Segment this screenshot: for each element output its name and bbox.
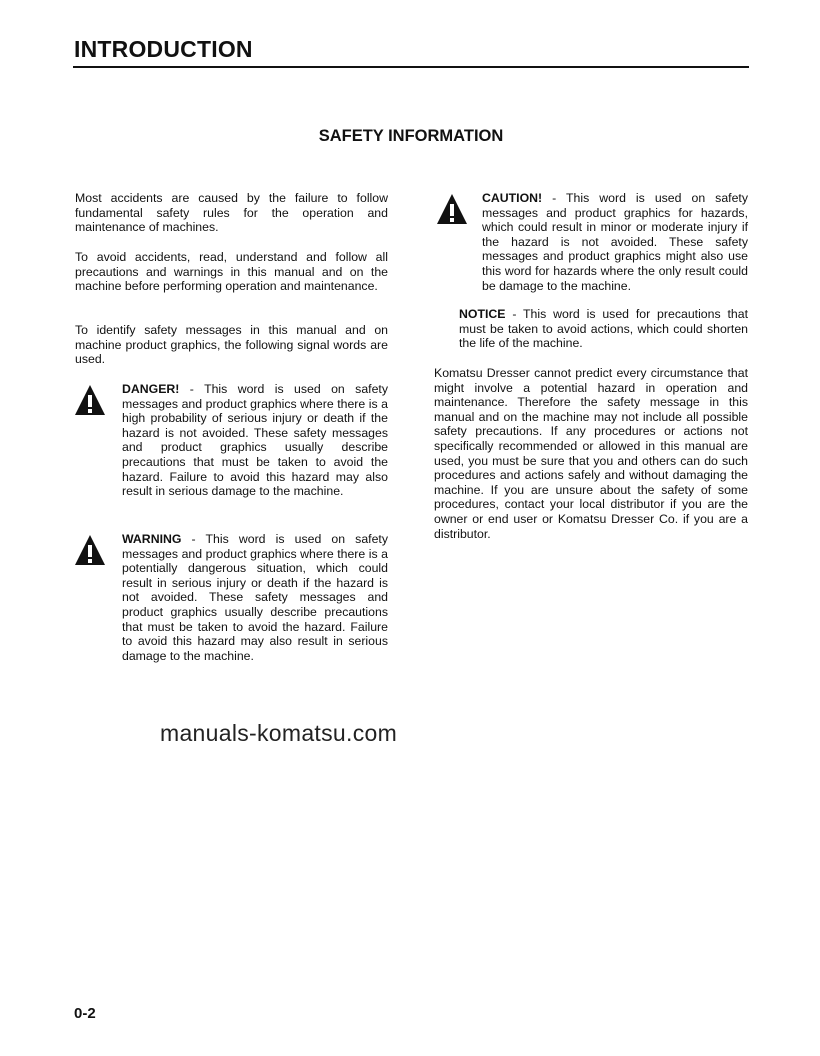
warning-triangle-icon (74, 534, 106, 566)
caution-definition: CAUTION! - This word is used on safety messages and product graphics for hazards, which could result in minor or moderate injury if the hazard is not avoided. These safety messages and product graphics might also use this word for hazards where the only result could be damage to the machine. (482, 191, 748, 293)
warning-triangle-icon (436, 193, 468, 225)
disclaimer-paragraph: Komatsu Dresser cannot predict every circumstance that might involve a potential hazard in operation and maintenance. Therefore the safety message in this manual and on the machine may not include all possible safety precautions. If any procedures or actions not specifically recommended or allowed in this manual are used, you must be sure that you and others can do such procedures and actions safely and without damaging the machine. If you are unsure about the safety of some procedures, contact your local distributor if you are the owner or end user or Komatsu Dresser Co. if you are a distributor. (434, 366, 748, 541)
watermark: manuals-komatsu.com (160, 720, 398, 746)
intro-paragraph-2: To avoid accidents, read, understand and follow all precautions and warnings in this manual and on the machine before performing operation and maintenance. (75, 250, 388, 294)
page-number: 0-2 (74, 1005, 96, 1022)
warning-definition: WARNING - This word is used on safety messages and product graphics where there is a potentially dangerous situation, which could result in serious injury or death if the hazard is not avoided. These safety messages and product graphics usually describe precautions that must be taken to avoid the hazard. Failure to avoid this hazard may also result in serious damage to the machine. (122, 532, 388, 663)
intro-paragraph-1: Most accidents are caused by the failure to follow fundamental safety rules for the operation and maintenance of machines. (75, 191, 388, 235)
warning-triangle-icon (74, 384, 106, 416)
caution-word: CAUTION! (482, 191, 543, 205)
danger-definition: DANGER! - This word is used on safety messages and product graphics where there is a high probability of serious injury or death if the hazard is not avoided. These safety messages and product graphics usually describe precautions that must be taken to avoid the hazard. Failure to avoid this hazard may also result in serious damage to the machine. (122, 382, 388, 499)
danger-word: DANGER! (122, 382, 180, 396)
notice-definition: NOTICE - This word is used for precautions that must be taken to avoid actions, which could shorten the life of the machine. (459, 307, 748, 351)
notice-word: NOTICE (459, 307, 506, 321)
page-header-title: INTRODUCTION (74, 36, 253, 62)
header-rule (73, 66, 749, 68)
intro-paragraph-3: To identify safety messages in this manual and on machine product graphics, the following signal words are used. (75, 323, 388, 367)
section-title: SAFETY INFORMATION (318, 127, 504, 145)
warning-word: WARNING (122, 532, 182, 546)
